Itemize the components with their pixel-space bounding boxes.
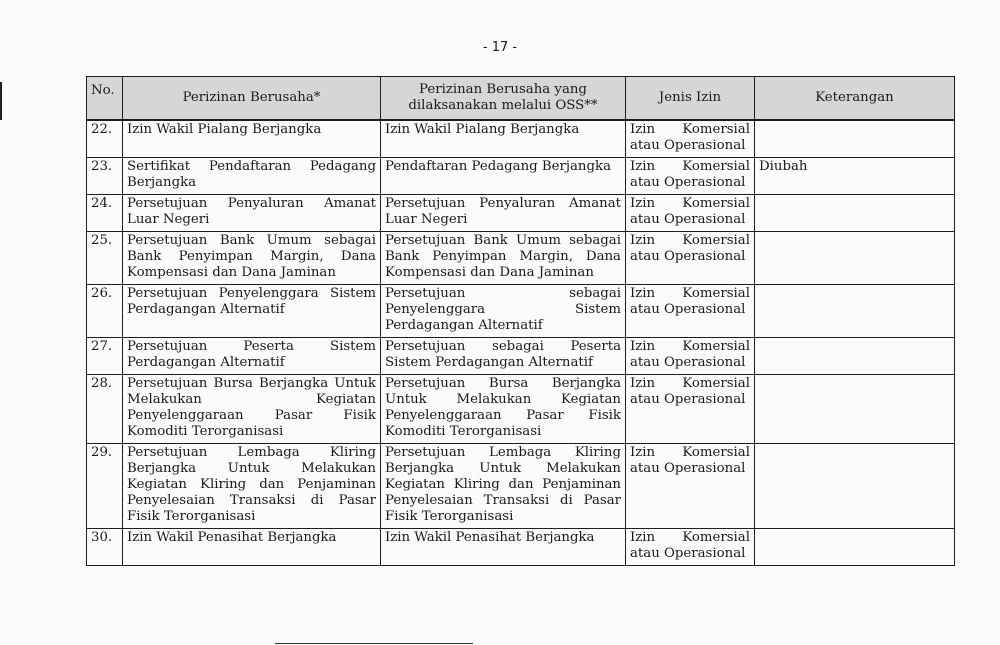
jenis-izin-type: Komersial [682,376,750,391]
jenis-izin-word: Izin [630,196,656,211]
cell-perizinan-berusaha: Persetujuan Penyelenggara Sistem Perdagangan Alternatif [123,285,381,338]
header-jenis-izin: Jenis Izin [626,77,755,121]
table-row [87,195,955,232]
jenis-izin-word: Izin [630,286,656,301]
jenis-izin-type: Komersial [682,339,750,354]
cell-keterangan [755,232,955,285]
cell-jenis-izin [626,232,755,285]
cell-no: 26. [87,285,123,338]
jenis-izin-line [630,445,750,461]
jenis-izin-type: Komersial [682,530,750,545]
cell-perizinan-oss: Persetujuan sebagai Penyelenggara Sistem Perdagangan Alternatif [381,285,626,338]
header-perizinan-berusaha: Perizinan Berusaha* [123,77,381,121]
table-row [87,338,955,375]
jenis-izin-type: Komersial [682,233,750,248]
cell-perizinan-oss: Persetujuan sebagai Peserta Sistem Perdagangan Alternatif [381,338,626,375]
cell-perizinan-oss: Persetujuan Penyaluran Amanat Luar Negeri [381,195,626,232]
cell-perizinan-berusaha: Persetujuan Bank Umum sebagai Bank Penyimpan Margin, Dana Kompensasi dan Dana Jaminan [123,232,381,285]
cell-no: 22. [87,120,123,158]
jenis-izin-word: Izin [630,159,656,174]
jenis-izin-line [630,196,750,212]
jenis-izin-alt: atau Operasional [630,249,746,264]
jenis-izin-line [630,376,750,392]
cell-perizinan-berusaha: Persetujuan Lembaga Kliring Berjangka Untuk Melakukan Kegiatan Kliring dan Penjaminan Penyelesaian Transaksi di Pasar Fisik Terorganisasi [123,444,381,529]
table-body [87,120,955,566]
cell-keterangan [755,444,955,529]
jenis-izin-line [630,530,750,546]
page-edge-mark [0,82,2,120]
cell-keterangan [755,195,955,232]
footer-rule [275,643,473,644]
jenis-izin-word: Izin [630,530,656,545]
cell-jenis-izin [626,444,755,529]
cell-no: 29. [87,444,123,529]
cell-perizinan-berusaha: Persetujuan Penyaluran Amanat Luar Negeri [123,195,381,232]
cell-perizinan-berusaha: Persetujuan Bursa Berjangka Untuk Melakukan Kegiatan Penyelenggaraan Pasar Fisik Komoditi Terorganisasi [123,375,381,444]
cell-no: 24. [87,195,123,232]
jenis-izin-alt: atau Operasional [630,392,746,407]
cell-no: 27. [87,338,123,375]
jenis-izin-alt: atau Operasional [630,546,746,561]
cell-jenis-izin [626,529,755,566]
jenis-izin-alt: atau Operasional [630,461,746,476]
cell-keterangan: Diubah [755,158,955,195]
jenis-izin-word: Izin [630,233,656,248]
cell-jenis-izin [626,375,755,444]
jenis-izin-line [630,159,750,175]
table-row [87,158,955,195]
jenis-izin-type: Komersial [682,122,750,137]
cell-jenis-izin [626,285,755,338]
jenis-izin-line [630,233,750,249]
cell-keterangan [755,529,955,566]
jenis-izin-alt: atau Operasional [630,138,746,153]
table-row [87,285,955,338]
jenis-izin-word: Izin [630,445,656,460]
jenis-izin-alt: atau Operasional [630,212,746,227]
cell-perizinan-berusaha: Sertifikat Pendaftaran Pedagang Berjangka [123,158,381,195]
cell-no: 23. [87,158,123,195]
table-row [87,529,955,566]
jenis-izin-line [630,122,750,138]
jenis-izin-alt: atau Operasional [630,302,746,317]
cell-perizinan-oss: Izin Wakil Penasihat Berjangka [381,529,626,566]
jenis-izin-type: Komersial [682,445,750,460]
table-row [87,232,955,285]
cell-no: 30. [87,529,123,566]
permit-table [86,76,955,566]
cell-perizinan-oss: Izin Wakil Pialang Berjangka [381,120,626,158]
header-no: No. [87,77,123,121]
cell-perizinan-oss: Persetujuan Lembaga Kliring Berjangka Untuk Melakukan Kegiatan Kliring dan Penjaminan Penyelesaian Transaksi di Pasar Fisik Terorganisasi [381,444,626,529]
jenis-izin-alt: atau Operasional [630,355,746,370]
jenis-izin-word: Izin [630,122,656,137]
cell-perizinan-oss: Pendaftaran Pedagang Berjangka [381,158,626,195]
header-keterangan: Keterangan [755,77,955,121]
cell-no: 25. [87,232,123,285]
jenis-izin-line [630,286,750,302]
jenis-izin-type: Komersial [682,196,750,211]
jenis-izin-type: Komersial [682,159,750,174]
jenis-izin-line [630,339,750,355]
cell-jenis-izin [626,338,755,375]
cell-keterangan [755,120,955,158]
jenis-izin-type: Komersial [682,286,750,301]
table-row [87,120,955,158]
cell-perizinan-berusaha: Persetujuan Peserta Sistem Perdagangan Alternatif [123,338,381,375]
cell-perizinan-oss: Persetujuan Bursa Berjangka Untuk Melakukan Kegiatan Penyelenggaraan Pasar Fisik Komoditi Terorganisasi [381,375,626,444]
table-header-row [87,77,955,121]
jenis-izin-alt: atau Operasional [630,175,746,190]
cell-jenis-izin [626,120,755,158]
cell-keterangan [755,338,955,375]
cell-jenis-izin [626,158,755,195]
cell-keterangan [755,285,955,338]
header-perizinan-oss: Perizinan Berusaha yang dilaksanakan melalui OSS** [381,77,626,121]
cell-perizinan-berusaha: Izin Wakil Pialang Berjangka [123,120,381,158]
cell-no: 28. [87,375,123,444]
cell-perizinan-oss: Persetujuan Bank Umum sebagai Bank Penyimpan Margin, Dana Kompensasi dan Dana Jaminan [381,232,626,285]
page-number: - 17 - [482,40,518,55]
cell-keterangan [755,375,955,444]
table-row [87,444,955,529]
jenis-izin-word: Izin [630,339,656,354]
jenis-izin-word: Izin [630,376,656,391]
cell-jenis-izin [626,195,755,232]
table-row [87,375,955,444]
cell-perizinan-berusaha: Izin Wakil Penasihat Berjangka [123,529,381,566]
